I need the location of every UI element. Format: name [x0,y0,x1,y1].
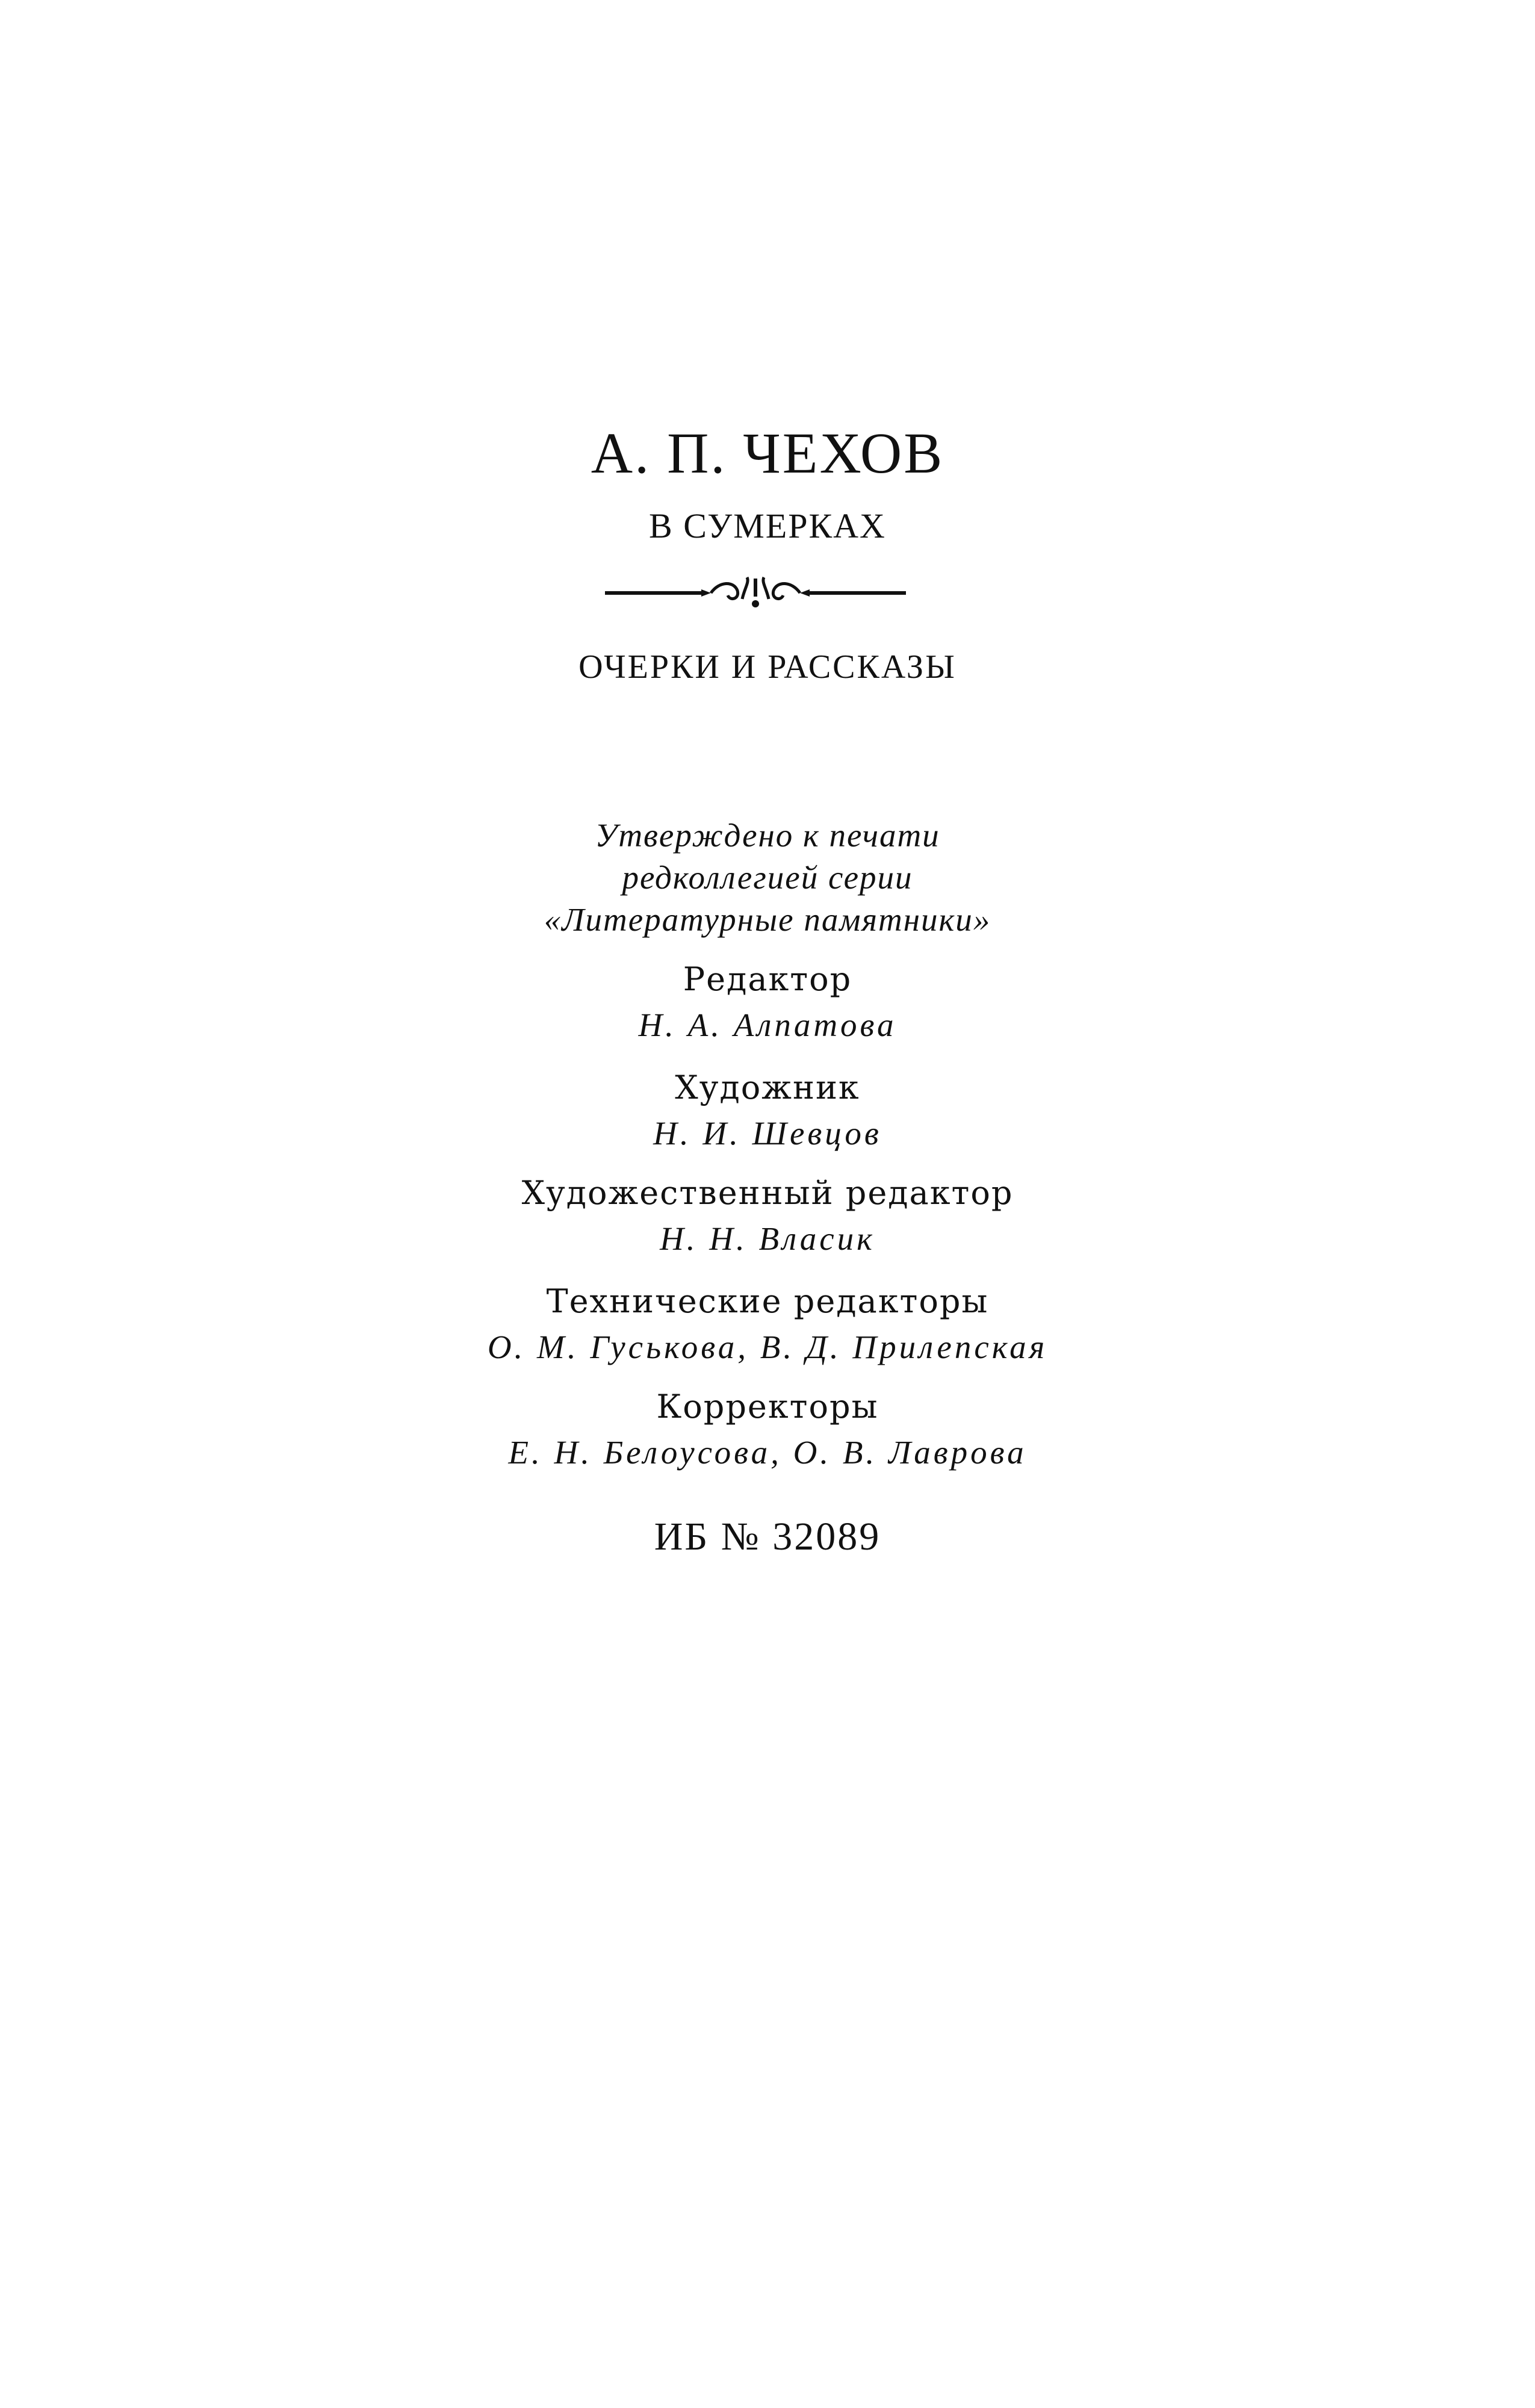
decorative-flourish-icon [605,575,906,611]
approval-line-2: редколлегией серии [622,859,913,896]
credit-role-proofreaders: Корректоры [656,1388,879,1426]
credit-role-technical-editors: Технические редакторы [546,1282,989,1320]
credit-names-artist: Н. И. Шевцов [653,1115,882,1152]
book-title: В СУМЕРКАХ [649,506,886,545]
ib-number: ИБ № 32089 [654,1515,881,1559]
credit-names-proofreaders: Е. Н. Белоусова, О. В. Лаврова [508,1434,1027,1471]
book-subtitle: ОЧЕРКИ И РАССКАЗЫ [578,648,957,686]
book-author: А. П. ЧЕХОВ [591,421,944,485]
credit-names-technical-editors: О. М. Гуськова, В. Д. Прилепская [487,1329,1048,1365]
credit-role-art-editor: Художественный редактор [521,1174,1014,1212]
approval-line-3: «Литературные памятники» [544,901,991,938]
credit-role-artist: Художник [675,1069,860,1106]
credit-names-art-editor: Н. Н. Власик [660,1220,875,1257]
credit-names-editor: Н. А. Алпатова [638,1007,897,1043]
credit-role-editor: Редактор [683,960,852,998]
approval-line-1: Утверждено к печати [595,817,940,854]
